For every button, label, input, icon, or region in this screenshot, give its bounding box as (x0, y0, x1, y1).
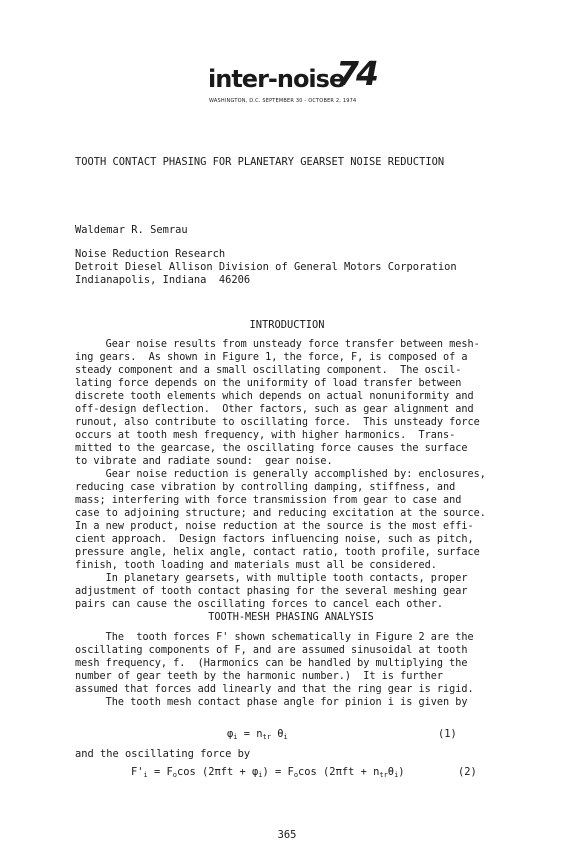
logo-text: inter-noise (208, 65, 345, 93)
body-line: runout, also contribute to oscillating force. This unsteady force (75, 417, 480, 428)
body-line: finish, tooth loading and materials must all be considered. (75, 560, 437, 571)
equation-2: $F'_i = F_o\cos$ $(2\pi ft + \varphi_i) = F_o\cos$ $(2\pi ft + n_{tr}\theta_i)$ (131, 766, 405, 779)
section-heading-analysis: TOOTH-MESH PHASING ANALYSIS (208, 612, 374, 623)
body-line: oscillating components of F, and are assumed sinusoidal at tooth (75, 645, 468, 656)
conference-logo (208, 54, 383, 112)
body-line: assumed that forces add linearly and that the ring gear is rigid. (75, 684, 474, 695)
body-line: pressure angle, helix angle, contact ratio, tooth profile, surface (75, 547, 480, 558)
affiliation-line-1: Noise Reduction Research (75, 248, 226, 260)
equation-1-number: (1) (438, 728, 457, 740)
body-line: occurs at tooth mesh frequency, with higher harmonics. Trans- (75, 430, 456, 441)
body-line: pairs can cause the oscillating forces to cancel each other. (75, 599, 444, 610)
body-line: number of gear teeth by the harmonic number.) It is further (75, 671, 444, 682)
logo-subtitle: WASHINGTON, D.C. SEPTEMBER 30 - OCTOBER 2, 1974 (209, 98, 357, 104)
body-line: The tooth forces F' shown schematically in Figure 2 are the (75, 632, 474, 643)
body-line: In a new product, noise reduction at the source is the most effi- (75, 521, 474, 532)
body-line: ing gears. As shown in Figure 1, the force, F, is composed of a (75, 352, 468, 363)
body-line: In planetary gearsets, with multiple tooth contacts, proper (75, 573, 468, 584)
body-line: case to adjoining structure; and reducing excitation at the source. (75, 508, 486, 519)
body-line: mesh frequency, f. (Harmonics can be handled by multiplying the (75, 658, 468, 669)
body-line: cient approach. Design factors influencing noise, such as pitch, (75, 534, 474, 545)
body-line: lating force depends on the uniformity of load transfer between (75, 378, 462, 389)
logo-year: 74 (336, 54, 376, 93)
author-name: Waldemar R. Semrau (75, 224, 188, 236)
body-line: to vibrate and radiate sound: gear noise. (75, 456, 333, 467)
body-line: Gear noise results from unsteady force transfer between mesh- (75, 339, 480, 350)
section-heading-introduction: INTRODUCTION (249, 319, 325, 331)
body-line: off-design deflection. Other factors, such as gear alignment and (75, 404, 474, 415)
equation-1: $\varphi_i = n_{tr}$ $\theta_i$ (227, 728, 288, 741)
paper-title: TOOTH CONTACT PHASING FOR PLANETARY GEARSET NOISE REDUCTION (75, 156, 445, 168)
body-line: The tooth mesh contact phase angle for pinion i is given by (75, 697, 468, 708)
introduction-body (75, 338, 507, 709)
affiliation-line-2: Detroit Diesel Allison Division of General Motors Corporation (75, 261, 457, 273)
body-line: steady component and a small oscillating component. The oscil- (75, 365, 462, 376)
body-line: discrete tooth elements which depends on actual nonuniformity and (75, 391, 474, 402)
affiliation-line-3: Indianapolis, Indiana 46206 (75, 274, 251, 286)
page-number: 365 (277, 829, 297, 841)
body-line: mass; interfering with force transmission from gear to case and (75, 495, 462, 506)
equation-2-number: (2) (458, 766, 477, 778)
body-line: mitted to the gearcase, the oscillating force causes the surface (75, 443, 468, 454)
between-text: and the oscillating force by (75, 748, 251, 760)
body-line: Gear noise reduction is generally accomplished by: enclosures, (75, 469, 486, 480)
body-line: adjustment of tooth contact phasing for the several meshing gear (75, 586, 468, 597)
body-line: reducing case vibration by controlling damping, stiffness, and (75, 482, 456, 493)
